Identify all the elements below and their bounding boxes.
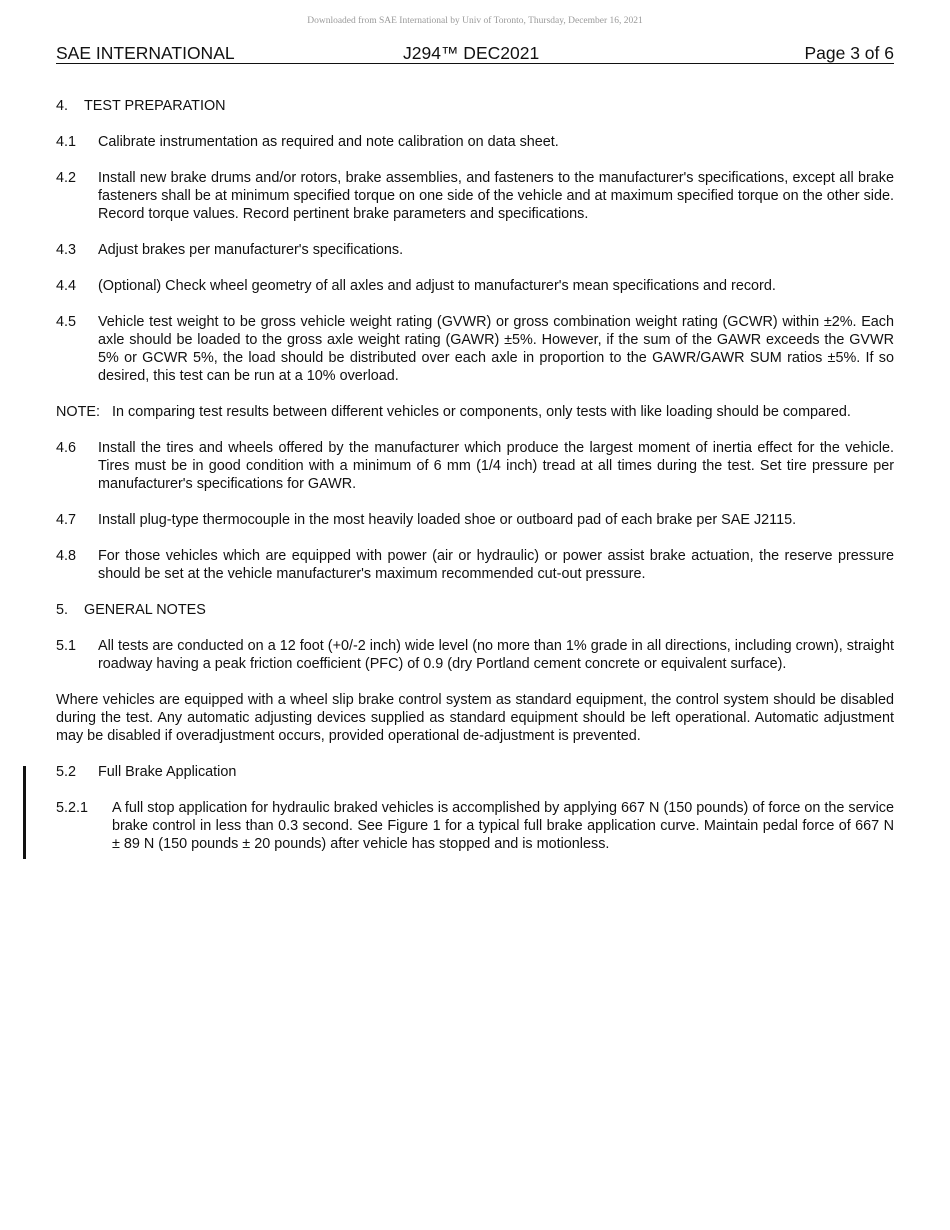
item-4-1 [56,133,894,151]
item-4-8 [56,547,894,583]
item-4-4 [56,277,894,295]
header-page-number: Page 3 of 6 [804,43,894,63]
item-text: Install the tires and wheels offered by the manufacturer which produce the largest moment of inertia effect for the vehicle. Tires must be in good condition with a minimum of 6 mm (1/4 inch) tread at all times during the test. Set tire pressure per manufacturer's specifications for GAWR. [98,440,894,492]
item-4-3 [56,241,894,259]
general-notes-paragraph: Where vehicles are equipped with a wheel slip brake control system as standard equipment, the control system should be disabled during the test. Any automatic adjusting devices supplied as standard equipment should be left operational. Automatic adjustment may be disabled if overadjustment occurs, provided operational de-adjustment is prevented. [56,692,894,744]
page-header [56,43,894,64]
revision-change-bar [23,766,26,859]
item-text: Full Brake Application [98,764,237,780]
note-text: In comparing test results between different vehicles or components, only tests with like loading should be compared. [112,404,851,420]
section-title: TEST PREPARATION [84,98,226,114]
item-text: Adjust brakes per manufacturer's specifications. [98,242,404,258]
item-text: (Optional) Check wheel geometry of all axles and adjust to manufacturer's mean specifications and record. [98,278,776,294]
document-body [56,97,894,871]
item-number: 4.5 [56,314,77,330]
item-number: 5.1 [56,638,77,654]
item-5-2-1 [56,799,894,853]
item-5-1 [56,637,894,673]
item-4-2 [56,169,894,223]
item-5-2 [56,763,894,781]
section-number: 5. [56,602,69,618]
section-title: GENERAL NOTES [84,602,206,618]
item-text: For those vehicles which are equipped with power (air or hydraulic) or power assist brake actuation, the reserve pressure should be set at the vehicle manufacturer's maximum recommended cut-out pressure. [98,548,894,582]
item-4-7 [56,511,894,529]
note-block [56,403,894,421]
note-label: NOTE: [56,404,100,420]
item-number: 4.8 [56,548,77,564]
item-number: 5.2.1 [56,800,89,816]
header-organization: SAE INTERNATIONAL [56,43,235,63]
item-text: Vehicle test weight to be gross vehicle weight rating (GVWR) or gross combination weight rating (GCWR) within ±2%. Each axle should be loaded to the gross axle weight rating (GAWR) ±5%. However, if the sum of the GAWR exceeds the GVWR 5% or GCWR 5%, the load should be distributed over each axle in proportion to the GAWR/GAWR SUM ratios ±5%. If so desired, this test can be run at a 10% overload. [98,314,894,384]
item-text: Calibrate instrumentation as required and note calibration on data sheet. [98,134,559,150]
item-number: 4.1 [56,134,77,150]
download-watermark: Downloaded from SAE International by Univ of Toronto, Thursday, December 16, 2021 [307,16,643,26]
item-number: 4.4 [56,278,77,294]
item-number: 4.7 [56,512,77,528]
item-number: 4.2 [56,170,77,186]
item-text: Install new brake drums and/or rotors, brake assemblies, and fasteners to the manufacturer's specifications, except all brake fasteners shall be at minimum specified torque on one side of the vehicle and at maximum specified torque on the other side. Record torque values. Record pertinent brake parameters and specifications. [98,170,894,222]
item-number: 4.3 [56,242,77,258]
item-text: Install plug-type thermocouple in the most heavily loaded shoe or outboard pad of each brake per SAE J2115. [98,512,797,528]
section-number: 4. [56,98,69,114]
item-4-6 [56,439,894,493]
section-heading-4 [56,97,894,115]
item-text: A full stop application for hydraulic braked vehicles is accomplished by applying 667 N (150 pounds) of force on the service brake control in less than 0.3 second. See Figure 1 for a typical full brake application curve. Maintain pedal force of 667 N ± 89 N (150 pounds ± 20 pounds) after vehicle has stopped and is motionless. [112,800,894,852]
item-text: All tests are conducted on a 12 foot (+0/-2 inch) wide level (no more than 1% grade in all directions, including crown), straight roadway having a peak friction coefficient (PFC) of 0.9 (dry Portland cement concrete or equivalent surface). [98,638,894,672]
item-number: 5.2 [56,764,77,780]
header-document-id: J294™ DEC2021 [403,43,540,63]
item-number: 4.6 [56,440,77,456]
section-heading-5 [56,601,894,619]
item-4-5 [56,313,894,385]
